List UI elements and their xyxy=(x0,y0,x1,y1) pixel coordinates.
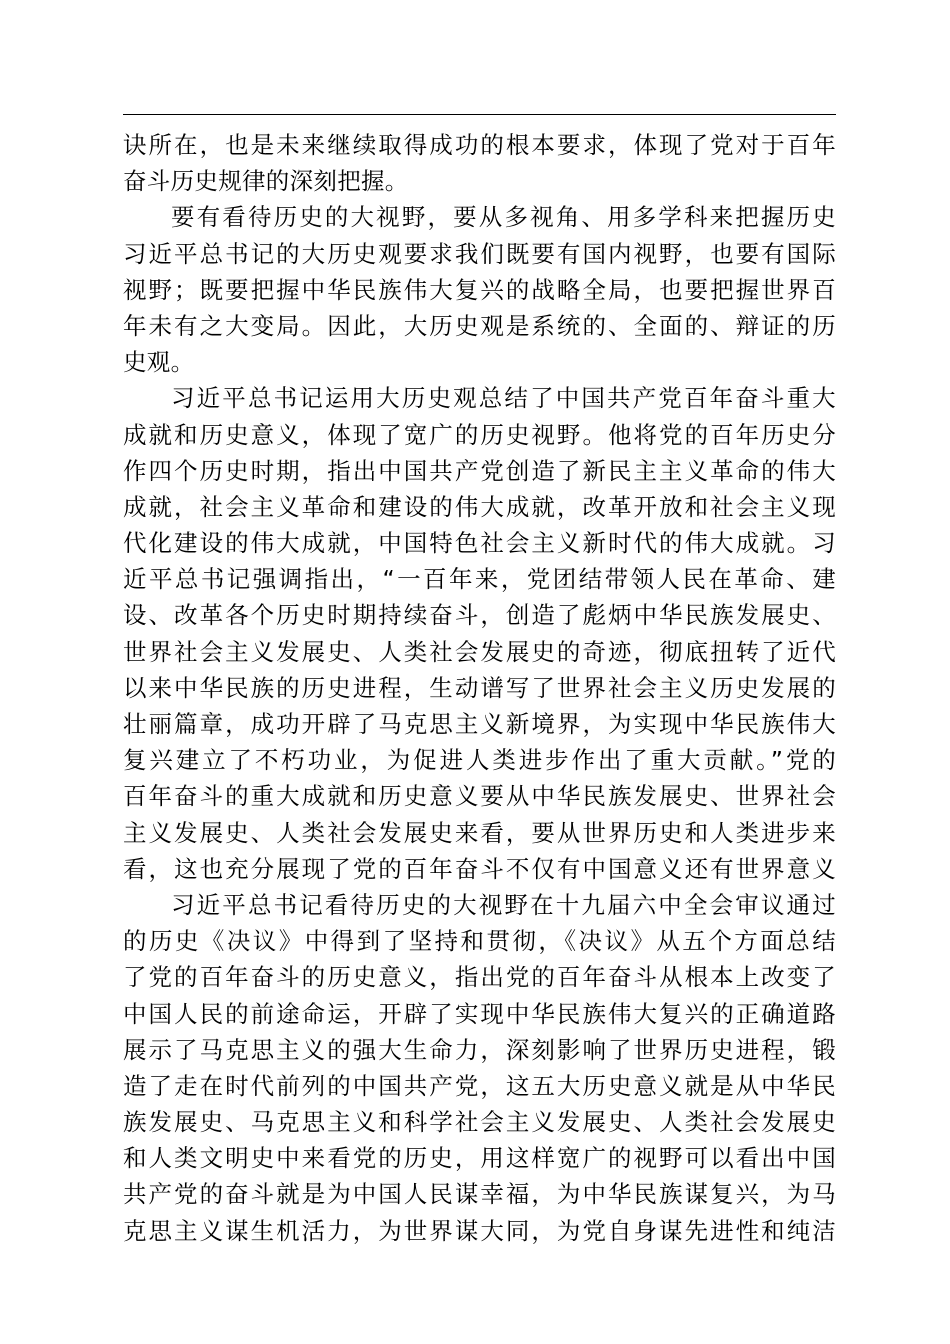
text-line: 史观。 xyxy=(123,348,195,377)
body-text xyxy=(123,127,836,1249)
text-line: 视野；既要把握中华民族伟大复兴的战略全局，也要把握世界百 xyxy=(123,275,836,304)
paragraph-start-line: 习近平总书记看待历史的大视野在十九届六中全会审议通过 xyxy=(171,890,836,919)
text-line: 近平总书记强调指出，“一百年来，党团结带领人民在革命、建 xyxy=(123,565,836,594)
text-line: 成就，社会主义革命和建设的伟大成就，改革开放和社会主义现 xyxy=(123,492,836,521)
text-line: 和人类文明史中来看党的历史，用这样宽广的视野可以看出中国 xyxy=(123,1144,836,1173)
text-line: 诀所在，也是未来继续取得成功的根本要求，体现了党对于百年 xyxy=(123,131,836,159)
text-line: 中国人民的前途命运，开辟了实现中华民族伟大复兴的正确道路 xyxy=(123,999,836,1028)
text-line: 造了走在时代前列的中国共产党，这五大历史意义就是从中华民 xyxy=(123,1071,836,1100)
text-line: 以来中华民族的历史进程，生动谱写了世界社会主义历史发展的 xyxy=(123,673,836,702)
text-line: 年未有之大变局。因此，大历史观是系统的、全面的、辩证的历 xyxy=(123,311,836,340)
header-divider xyxy=(123,114,836,115)
text-line: 设、改革各个历史时期持续奋斗，创造了彪炳中华民族发展史、 xyxy=(123,601,836,630)
text-line: 奋斗历史规律的深刻把握。 xyxy=(123,167,409,196)
text-line: 复兴建立了不朽功业，为促进人类进步作出了重大贡献。”党的 xyxy=(123,746,836,775)
text-line: 展示了马克思主义的强大生命力，深刻影响了世界历史进程，锻 xyxy=(123,1035,836,1064)
text-line: 主义发展史、人类社会发展史来看，要从世界历史和人类进步来 xyxy=(123,818,836,847)
text-line: 代化建设的伟大成就，中国特色社会主义新时代的伟大成就。习 xyxy=(123,529,836,558)
paragraph-start-line: 习近平总书记运用大历史观总结了中国共产党百年奋斗重大 xyxy=(171,384,836,413)
text-line: 了党的百年奋斗的历史意义，指出党的百年奋斗从根本上改变了 xyxy=(123,963,836,992)
text-line: 看，这也充分展现了党的百年奋斗不仅有中国意义还有世界意义 xyxy=(123,854,836,883)
text-line: 共产党的奋斗就是为中国人民谋幸福，为中华民族谋复兴，为马 xyxy=(123,1180,836,1209)
text-line: 成就和历史意义，体现了宽广的历史视野。他将党的百年历史分 xyxy=(123,420,836,449)
paragraph-start-line: 要有看待历史的大视野，要从多视角、用多学科来把握历史 xyxy=(171,203,836,232)
text-line: 克思主义谋生机活力，为世界谋大同，为党自身谋先进性和纯洁 xyxy=(123,1216,836,1245)
text-line: 壮丽篇章，成功开辟了马克思主义新境界，为实现中华民族伟大 xyxy=(123,710,836,738)
text-line: 的历史《决议》中得到了坚持和贯彻，《决议》从五个方面总结 xyxy=(123,927,836,956)
text-line: 百年奋斗的重大成就和历史意义要从中华民族发展史、世界社会 xyxy=(123,782,836,811)
text-line: 族发展史、马克思主义和科学社会主义发展史、人类社会发展史 xyxy=(123,1108,836,1137)
text-line: 作四个历史时期，指出中国共产党创造了新民主主义革命的伟大 xyxy=(123,456,836,485)
text-line: 世界社会主义发展史、人类社会发展史的奇迹，彻底扭转了近代 xyxy=(123,637,836,666)
text-line: 习近平总书记的大历史观要求我们既要有国内视野，也要有国际 xyxy=(123,239,836,268)
